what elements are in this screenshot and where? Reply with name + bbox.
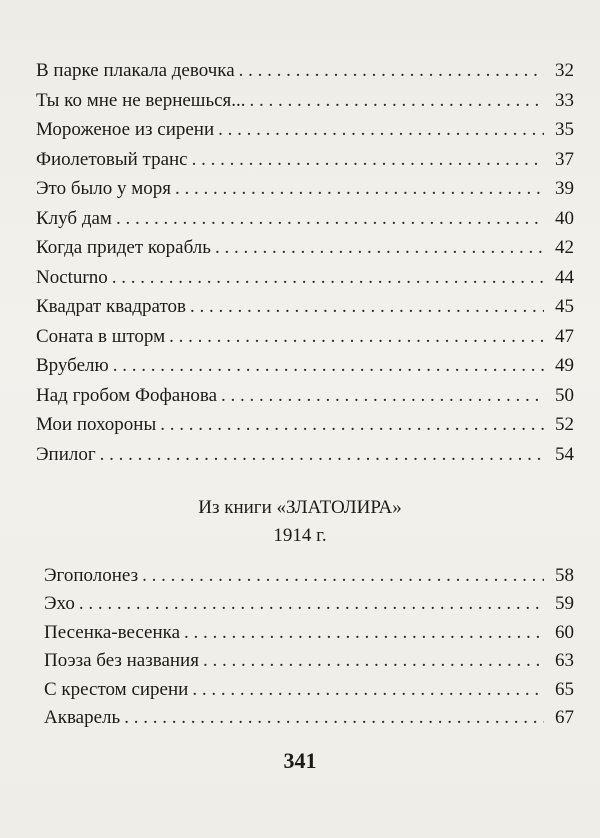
toc-entry-page: 39 bbox=[555, 178, 574, 199]
toc-entry-title: Nocturno bbox=[36, 266, 108, 288]
toc-entry-page: 65 bbox=[555, 678, 574, 700]
dot-leader bbox=[192, 145, 544, 175]
dot-leader bbox=[100, 440, 544, 470]
toc-entry-page: 47 bbox=[555, 325, 574, 347]
toc-entry-title: В парке плакала девочка bbox=[36, 60, 235, 81]
toc-entry-page: 40 bbox=[555, 207, 574, 229]
dot-leader bbox=[116, 204, 544, 234]
toc-entry bbox=[36, 263, 574, 293]
table-of-contents-part-1 bbox=[36, 56, 574, 469]
toc-entry-page: 67 bbox=[555, 706, 574, 728]
table-of-contents-part-2 bbox=[44, 562, 574, 732]
toc-entry bbox=[44, 590, 574, 618]
toc-entry bbox=[36, 204, 574, 234]
toc-entry-title: Эгополонез bbox=[44, 565, 139, 586]
toc-entry-page: 54 bbox=[555, 443, 574, 465]
dot-leader bbox=[79, 590, 544, 618]
toc-entry bbox=[36, 322, 574, 352]
toc-entry-title: Это было у моря bbox=[36, 178, 172, 199]
toc-entry-page: 52 bbox=[555, 414, 574, 435]
dot-leader bbox=[250, 86, 544, 116]
toc-entry-title: Над гробом Фофанова bbox=[36, 384, 218, 406]
toc-entry bbox=[44, 676, 574, 704]
toc-entry-page: 59 bbox=[555, 593, 574, 615]
dot-leader bbox=[239, 56, 544, 86]
dot-leader bbox=[160, 410, 544, 440]
toc-entry bbox=[36, 233, 574, 263]
toc-entry-title: Клуб дам bbox=[36, 207, 112, 229]
toc-entry-page: 45 bbox=[555, 296, 574, 317]
section-year: 1914 г. bbox=[273, 525, 327, 546]
toc-entry-page: 44 bbox=[555, 266, 574, 288]
toc-entry bbox=[44, 704, 574, 732]
toc-entry bbox=[36, 145, 574, 175]
toc-entry-title: Фиолетовый транс bbox=[36, 148, 188, 170]
dot-leader bbox=[203, 647, 544, 675]
dot-leader bbox=[112, 263, 544, 293]
dot-leader bbox=[221, 381, 544, 411]
toc-entry bbox=[36, 115, 574, 145]
toc-entry bbox=[36, 381, 574, 411]
dot-leader bbox=[124, 704, 544, 732]
toc-entry bbox=[44, 647, 574, 675]
toc-entry-title: Когда придет корабль bbox=[36, 237, 211, 258]
toc-entry-title: Квадрат квадратов bbox=[36, 296, 187, 317]
toc-entry bbox=[36, 56, 574, 86]
toc-entry-page: 33 bbox=[555, 89, 574, 111]
dot-leader bbox=[192, 676, 544, 704]
dot-leader bbox=[184, 619, 544, 647]
toc-entry-page: 50 bbox=[555, 384, 574, 406]
toc-entry-title: Соната в шторм bbox=[36, 325, 166, 347]
toc-entry-page: 49 bbox=[555, 355, 574, 376]
toc-entry-title: Врубелю bbox=[36, 355, 109, 376]
dot-leader bbox=[142, 562, 544, 590]
toc-entry-title: Поэза без названия bbox=[44, 650, 199, 672]
toc-entry bbox=[36, 440, 574, 470]
dot-leader bbox=[113, 351, 544, 381]
toc-entry-title: С крестом сирени bbox=[44, 678, 189, 700]
toc-entry-page: 58 bbox=[555, 565, 574, 586]
toc-entry-page: 35 bbox=[555, 119, 574, 140]
toc-entry bbox=[36, 174, 574, 204]
toc-entry-title: Мои похороны bbox=[36, 414, 157, 435]
toc-entry-title: Песенка-весенка bbox=[44, 621, 181, 643]
toc-entry bbox=[36, 86, 574, 116]
toc-entry bbox=[36, 292, 574, 322]
toc-entry-title: Эпилог bbox=[36, 443, 96, 465]
section-heading: Из книги «ЗЛАТОЛИРА» bbox=[198, 497, 402, 518]
toc-entry-page: 37 bbox=[555, 148, 574, 170]
toc-entry-page: 32 bbox=[555, 60, 574, 81]
dot-leader bbox=[169, 322, 544, 352]
page-number: 341 bbox=[283, 748, 317, 773]
toc-entry-page: 60 bbox=[555, 621, 574, 643]
dot-leader bbox=[190, 292, 544, 322]
toc-entry bbox=[36, 410, 574, 440]
toc-entry bbox=[44, 619, 574, 647]
dot-leader bbox=[218, 115, 544, 145]
toc-entry-title: Акварель bbox=[44, 706, 121, 728]
toc-entry-page: 63 bbox=[555, 650, 574, 672]
toc-entry-page: 42 bbox=[555, 237, 574, 258]
toc-entry bbox=[36, 351, 574, 381]
toc-entry-title: Эхо bbox=[44, 593, 75, 615]
dot-leader bbox=[175, 174, 544, 204]
dot-leader bbox=[215, 233, 544, 263]
toc-entry-title: Ты ко мне не вернешься... bbox=[36, 89, 246, 111]
toc-entry bbox=[44, 562, 574, 590]
toc-entry-title: Мороженое из сирени bbox=[36, 119, 215, 140]
